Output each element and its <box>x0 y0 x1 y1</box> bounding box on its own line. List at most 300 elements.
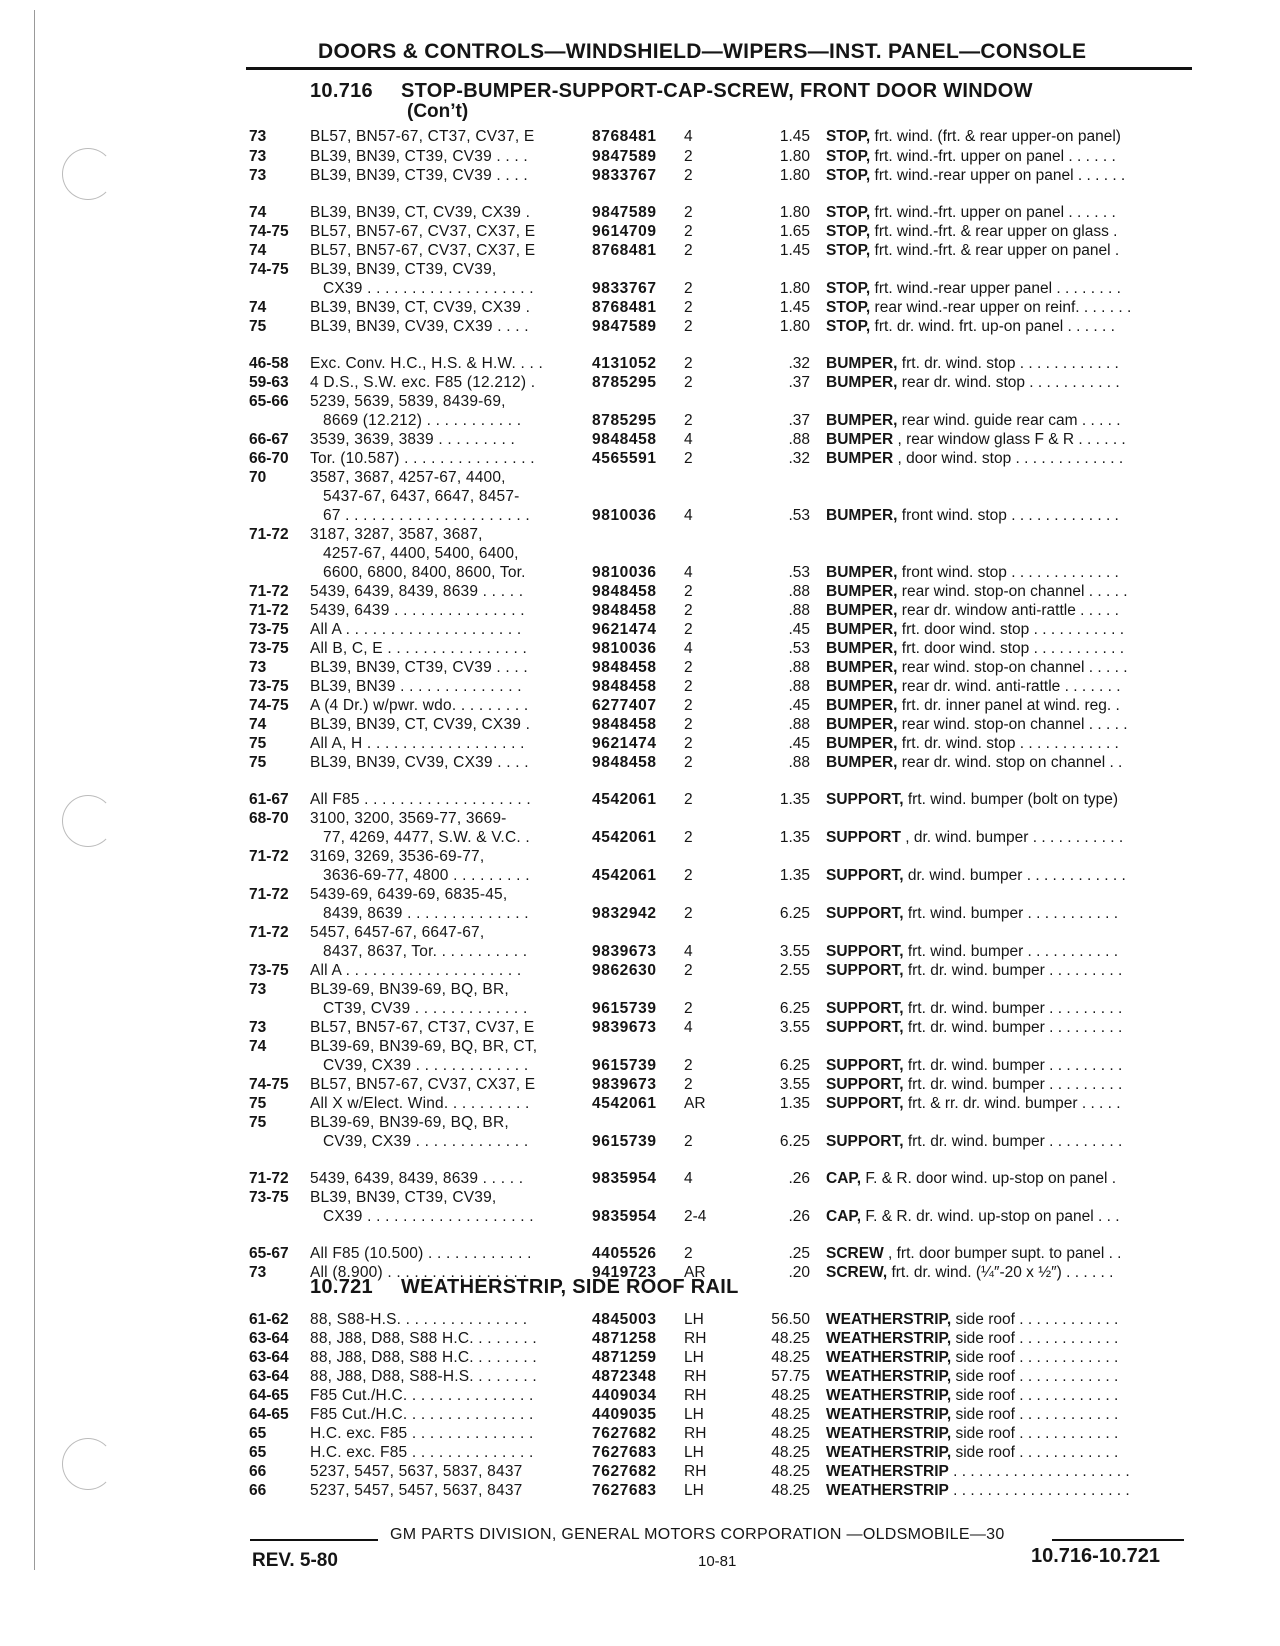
table-row <box>0 450 1280 468</box>
quantity: 2 <box>684 754 693 771</box>
quantity: LH <box>684 1349 704 1366</box>
description-type: SCREW, <box>826 1264 888 1281</box>
price: 3.55 <box>779 1076 810 1093</box>
table-row <box>0 1133 1280 1151</box>
price: .32 <box>788 355 810 372</box>
quantity: 4 <box>684 943 693 960</box>
quantity: 2 <box>684 697 693 714</box>
quantity: LH <box>684 1311 704 1328</box>
table-row <box>0 943 1280 961</box>
model-year: 73 <box>249 1264 267 1281</box>
description <box>826 659 1186 677</box>
model-year: 61-62 <box>249 1311 289 1328</box>
price: 1.80 <box>779 318 810 335</box>
model-year: 73 <box>249 659 267 676</box>
application: 8439, 8639 . . . . . . . . . . . . . . <box>323 905 529 922</box>
application: All A . . . . . . . . . . . . . . . . . . . . <box>310 962 522 979</box>
model-year: 63-64 <box>249 1368 289 1385</box>
quantity: 2-4 <box>684 1208 707 1225</box>
application: 67 . . . . . . . . . . . . . . . . . . . . . <box>323 507 530 524</box>
price: 1.35 <box>779 1095 810 1112</box>
table-row <box>0 318 1280 336</box>
price: 1.45 <box>779 299 810 316</box>
price: 48.25 <box>771 1482 810 1499</box>
model-year: 74-75 <box>249 1076 289 1093</box>
part-number: 9847589 <box>592 148 657 165</box>
application: 4 D.S., S.W. exc. F85 (12.212) . <box>310 374 536 391</box>
model-year: 64-65 <box>249 1406 289 1423</box>
description-type: WEATHERSTRIP, <box>826 1368 952 1385</box>
description <box>826 1349 1186 1367</box>
description-text: F. & R. dr. wind. up-stop on panel . . . <box>861 1208 1120 1225</box>
quantity: 2 <box>684 602 693 619</box>
part-number: 9810036 <box>592 507 657 524</box>
description-type: STOP, <box>826 318 871 335</box>
section-title: STOP-BUMPER-SUPPORT-CAP-SCREW, FRONT DOOR WINDOW <box>400 80 1033 102</box>
description-text: frt. wind. bumper . . . . . . . . . . . <box>903 905 1118 922</box>
price: .45 <box>788 697 810 714</box>
part-number: 4542061 <box>592 791 657 808</box>
table-row <box>0 1000 1280 1018</box>
description-text: frt. dr. wind. bumper . . . . . . . . . <box>903 1076 1123 1093</box>
application: CV39, CX39 . . . . . . . . . . . . . <box>323 1133 529 1150</box>
description <box>826 374 1186 392</box>
price: 1.80 <box>779 167 810 184</box>
part-number: 7627682 <box>592 1463 657 1480</box>
section-number: 10.721 <box>310 1276 373 1298</box>
description-type: SUPPORT, <box>826 943 904 960</box>
table-row <box>0 355 1280 373</box>
description-text: F. & R. door wind. up-stop on panel . <box>861 1170 1117 1187</box>
description-text: front wind. stop . . . . . . . . . . . . . <box>897 507 1119 524</box>
description-text: rear wind.-rear upper on reinf. . . . . . . <box>870 299 1132 316</box>
price: 1.45 <box>779 128 810 145</box>
description <box>826 1057 1186 1075</box>
section-heading-10716 <box>310 80 1033 103</box>
part-number: 4409035 <box>592 1406 657 1423</box>
price: 1.80 <box>779 148 810 165</box>
application: 5457, 6457-67, 6647-67, <box>310 924 485 941</box>
price: 48.25 <box>771 1463 810 1480</box>
part-number: 4871259 <box>592 1349 657 1366</box>
description-text: frt. dr. wind. frt. up-on panel . . . . . . <box>870 318 1115 335</box>
description <box>826 962 1186 980</box>
price: 6.25 <box>779 905 810 922</box>
part-number: 9419723 <box>592 1264 657 1281</box>
description-text: frt. wind. (frt. & rear upper-on panel) <box>870 128 1121 145</box>
application: H.C. exc. F85 . . . . . . . . . . . . . . <box>310 1425 534 1442</box>
description-text: rear wind. stop-on channel . . . . . <box>897 659 1128 676</box>
footer-revision: REV. 5-80 <box>252 1550 338 1571</box>
price: .53 <box>788 640 810 657</box>
description-text: frt. dr. inner panel at wind. reg. . <box>897 697 1120 714</box>
price: 1.80 <box>779 280 810 297</box>
part-number: 9847589 <box>592 318 657 335</box>
model-year: 65 <box>249 1425 267 1442</box>
table-row <box>0 1387 1280 1405</box>
model-year: 66 <box>249 1482 267 1499</box>
quantity: 4 <box>684 1019 693 1036</box>
table-row <box>0 299 1280 317</box>
description-type: SUPPORT, <box>826 1076 904 1093</box>
model-year: 73 <box>249 167 267 184</box>
application: 88, J88, D88, S88 H.C. . . . . . . . <box>310 1330 537 1347</box>
price: 48.25 <box>771 1387 810 1404</box>
price: .26 <box>788 1208 810 1225</box>
section-heading-10721 <box>310 1276 739 1299</box>
quantity: 2 <box>684 355 693 372</box>
application: 5439, 6439, 8439, 8639 . . . . . <box>310 1170 524 1187</box>
description-type: BUMPER, <box>826 754 898 771</box>
table-row <box>0 1189 1280 1207</box>
application: All B, C, E . . . . . . . . . . . . . . . . <box>310 640 528 657</box>
description-text: rear dr. wind. anti-rattle . . . . . . . <box>897 678 1121 695</box>
table-row <box>0 1095 1280 1113</box>
description-text: side roof . . . . . . . . . . . . <box>951 1349 1119 1366</box>
description-text: frt. wind.-frt. upper on panel . . . . . . <box>870 148 1116 165</box>
model-year: 73 <box>249 148 267 165</box>
description-type: SUPPORT, <box>826 1095 904 1112</box>
description <box>826 1208 1186 1226</box>
table-row <box>0 886 1280 904</box>
table-row <box>0 1482 1280 1500</box>
model-year: 71-72 <box>249 848 289 865</box>
part-number: 9833767 <box>592 167 657 184</box>
model-year: 66 <box>249 1463 267 1480</box>
part-number: 9835954 <box>592 1170 657 1187</box>
description-type: SUPPORT, <box>826 1133 904 1150</box>
table-row <box>0 716 1280 734</box>
table-row <box>0 1208 1280 1226</box>
quantity: 2 <box>684 583 693 600</box>
table-row <box>0 280 1280 298</box>
footer-publisher: GM PARTS DIVISION, GENERAL MOTORS CORPORATION —OLDSMOBILE—30 <box>390 1526 1005 1543</box>
quantity: 2 <box>684 791 693 808</box>
part-number: 9839673 <box>592 943 657 960</box>
part-number: 7627683 <box>592 1444 657 1461</box>
description-text: frt. wind.-rear upper on panel . . . . . . <box>870 167 1126 184</box>
model-year: 65-66 <box>249 393 289 410</box>
quantity: 2 <box>684 1133 693 1150</box>
part-number: 9835954 <box>592 1208 657 1225</box>
part-number: 4542061 <box>592 867 657 884</box>
quantity: 2 <box>684 204 693 221</box>
price: 2.55 <box>779 962 810 979</box>
description <box>826 1264 1186 1282</box>
table-row <box>0 640 1280 658</box>
application: 5239, 5639, 5839, 8439-69, <box>310 393 506 410</box>
application: BL39, BN39, CV39, CX39 . . . . <box>310 754 529 771</box>
model-year: 73-75 <box>249 621 289 638</box>
description <box>826 1170 1186 1188</box>
price: .88 <box>788 716 810 733</box>
part-number: 9615739 <box>592 1057 657 1074</box>
application: 3187, 3287, 3587, 3687, <box>310 526 483 543</box>
part-number: 4542061 <box>592 1095 657 1112</box>
description-type: SUPPORT, <box>826 962 904 979</box>
table-row <box>0 507 1280 525</box>
section-title: WEATHERSTRIP, SIDE ROOF RAIL <box>400 1276 739 1298</box>
description <box>826 1311 1186 1329</box>
application: F85 Cut./H.C. . . . . . . . . . . . . . . <box>310 1387 534 1404</box>
description-text: rear dr. wind. stop on channel . . <box>897 754 1123 771</box>
application: 5237, 5457, 5637, 5837, 8437 <box>310 1463 523 1480</box>
description-type: BUMPER, <box>826 659 898 676</box>
price: .88 <box>788 431 810 448</box>
price: 1.35 <box>779 867 810 884</box>
quantity: 2 <box>684 1057 693 1074</box>
description <box>826 1330 1186 1348</box>
model-year: 74 <box>249 299 267 316</box>
table-row <box>0 167 1280 185</box>
application: 3539, 3639, 3839 . . . . . . . . . <box>310 431 515 448</box>
table-row <box>0 1330 1280 1348</box>
description-text: side roof . . . . . . . . . . . . <box>951 1330 1119 1347</box>
model-year: 59-63 <box>249 374 289 391</box>
model-year: 71-72 <box>249 526 289 543</box>
quantity: 4 <box>684 564 693 581</box>
section-continued-label: (Con’t) <box>407 101 469 122</box>
application: Tor. (10.587) . . . . . . . . . . . . . . . <box>310 450 535 467</box>
price: 1.65 <box>779 223 810 240</box>
table-row <box>0 128 1280 146</box>
description-text: frt. dr. wind. (¼″-20 x ½″) . . . . . . <box>887 1264 1114 1281</box>
model-year: 75 <box>249 318 267 335</box>
description-type: BUMPER <box>826 450 894 467</box>
part-number: 9848458 <box>592 716 657 733</box>
model-year: 71-72 <box>249 583 289 600</box>
description <box>826 1482 1186 1500</box>
quantity: 2 <box>684 450 693 467</box>
description <box>826 1463 1186 1481</box>
quantity: 2 <box>684 716 693 733</box>
description-type: BUMPER, <box>826 716 898 733</box>
description-text: front wind. stop . . . . . . . . . . . . . <box>897 564 1119 581</box>
application: A (4 Dr.) w/pwr. wdo. . . . . . . . . <box>310 697 529 714</box>
description <box>826 1245 1186 1263</box>
description-type: BUMPER, <box>826 412 898 429</box>
price: 6.25 <box>779 1000 810 1017</box>
table-row <box>0 242 1280 260</box>
description <box>826 791 1186 809</box>
part-number: 8768481 <box>592 128 657 145</box>
part-number: 9839673 <box>592 1076 657 1093</box>
description-text: dr. wind. bumper . . . . . . . . . . . . <box>903 867 1126 884</box>
description-text: frt. dr. wind. bumper . . . . . . . . . <box>903 1019 1123 1036</box>
part-number: 9621474 <box>592 621 657 638</box>
part-number: 9848458 <box>592 678 657 695</box>
description <box>826 621 1186 639</box>
model-year: 46-58 <box>249 355 289 372</box>
table-row <box>0 1311 1280 1329</box>
price: 48.25 <box>771 1406 810 1423</box>
description <box>826 1076 1186 1094</box>
price: 48.25 <box>771 1425 810 1442</box>
application: 8669 (12.212) . . . . . . . . . . . <box>323 412 522 429</box>
model-year: 75 <box>249 754 267 771</box>
description-type: BUMPER, <box>826 735 898 752</box>
quantity: 4 <box>684 431 693 448</box>
table-row <box>0 1038 1280 1056</box>
table-row <box>0 1076 1280 1094</box>
price: 3.55 <box>779 1019 810 1036</box>
table-row <box>0 1170 1280 1188</box>
table-row <box>0 678 1280 696</box>
description-type: WEATHERSTRIP, <box>826 1387 952 1404</box>
description-text: side roof . . . . . . . . . . . . <box>951 1406 1119 1423</box>
part-number: 9847589 <box>592 204 657 221</box>
description-text: side roof . . . . . . . . . . . . <box>951 1444 1119 1461</box>
application: BL39-69, BN39-69, BQ, BR, <box>310 1114 509 1131</box>
part-number: 4405526 <box>592 1245 657 1262</box>
description-type: STOP, <box>826 242 871 259</box>
application: BL57, BN57-67, CV37, CX37, E <box>310 242 536 259</box>
model-year: 75 <box>249 735 267 752</box>
description-type: BUMPER, <box>826 583 898 600</box>
table-row <box>0 1425 1280 1443</box>
table-row <box>0 431 1280 449</box>
price: .37 <box>788 374 810 391</box>
description-text: frt. dr. wind. bumper . . . . . . . . . <box>903 1000 1123 1017</box>
description-type: BUMPER, <box>826 564 898 581</box>
description-type: SUPPORT, <box>826 1057 904 1074</box>
price: 57.75 <box>771 1368 810 1385</box>
application: CX39 . . . . . . . . . . . . . . . . . . . <box>323 1208 534 1225</box>
application: BL57, BN57-67, CT37, CV37, E <box>310 1019 535 1036</box>
description-text: . . . . . . . . . . . . . . . . . . . . . <box>948 1482 1130 1499</box>
description-type: SCREW <box>826 1245 884 1262</box>
part-number: 4845003 <box>592 1311 657 1328</box>
description-type: SUPPORT, <box>826 791 904 808</box>
description-type: CAP, <box>826 1208 862 1225</box>
part-number: 7627682 <box>592 1425 657 1442</box>
application: 88, S88-H.S. . . . . . . . . . . . . . . <box>310 1311 528 1328</box>
part-number: 8768481 <box>592 242 657 259</box>
table-row <box>0 905 1280 923</box>
part-number: 9848458 <box>592 754 657 771</box>
model-year: 74-75 <box>249 261 289 278</box>
description-type: BUMPER <box>826 431 894 448</box>
price: .26 <box>788 1170 810 1187</box>
description <box>826 507 1186 525</box>
part-number: 8768481 <box>592 299 657 316</box>
model-year: 65 <box>249 1444 267 1461</box>
application: 3587, 3687, 4257-67, 4400, <box>310 469 506 486</box>
application: BL39, BN39, CT, CV39, CX39 . <box>310 204 531 221</box>
description-text: side roof . . . . . . . . . . . . <box>951 1387 1119 1404</box>
table-row <box>0 867 1280 885</box>
description <box>826 1368 1186 1386</box>
table-row <box>0 412 1280 430</box>
model-year: 61-67 <box>249 791 289 808</box>
quantity: 2 <box>684 1000 693 1017</box>
table-row <box>0 1368 1280 1386</box>
description <box>826 431 1186 449</box>
header-rule <box>246 67 1192 70</box>
description-text: , dr. wind. bumper . . . . . . . . . . . <box>900 829 1124 846</box>
part-number: 9614709 <box>592 223 657 240</box>
description-text: frt. dr. wind. bumper . . . . . . . . . <box>903 1133 1123 1150</box>
quantity: 2 <box>684 659 693 676</box>
table-row <box>0 1114 1280 1132</box>
application: BL39, BN39, CT39, CV39 . . . . <box>310 659 528 676</box>
description <box>826 867 1186 885</box>
model-year: 66-67 <box>249 431 289 448</box>
table-row <box>0 1245 1280 1263</box>
table-row <box>0 981 1280 999</box>
description-type: STOP, <box>826 148 871 165</box>
description-text: frt. wind.-frt. & rear upper on glass . <box>870 223 1118 240</box>
part-number: 9848458 <box>592 431 657 448</box>
table-row <box>0 583 1280 601</box>
quantity: 2 <box>684 1245 693 1262</box>
application: BL57, BN57-67, CT37, CV37, E <box>310 128 535 145</box>
application: 4257-67, 4400, 5400, 6400, <box>323 545 519 562</box>
model-year: 73-75 <box>249 962 289 979</box>
description-text: frt. dr. wind. stop . . . . . . . . . . . . <box>897 355 1119 372</box>
part-number: 4131052 <box>592 355 657 372</box>
part-number: 8785295 <box>592 412 657 429</box>
model-year: 64-65 <box>249 1387 289 1404</box>
description-text: rear wind. guide rear cam . . . . . <box>897 412 1121 429</box>
price: .37 <box>788 412 810 429</box>
description <box>826 318 1186 336</box>
part-number: 9839673 <box>592 1019 657 1036</box>
description <box>826 716 1186 734</box>
description <box>826 943 1186 961</box>
description-text: . . . . . . . . . . . . . . . . . . . . . <box>948 1463 1130 1480</box>
description <box>826 128 1186 146</box>
application: All (8.900) . . . . . . . . . . . . . . . . <box>310 1264 528 1281</box>
description-text: frt. wind.-frt. upper on panel . . . . . . <box>870 204 1116 221</box>
model-year: 66-70 <box>249 450 289 467</box>
part-number: 9862630 <box>592 962 657 979</box>
part-number: 9848458 <box>592 659 657 676</box>
description-text: frt. wind.-frt. & rear upper on panel . <box>870 242 1120 259</box>
price: .88 <box>788 602 810 619</box>
table-row <box>0 1057 1280 1075</box>
description-text: frt. wind. bumper . . . . . . . . . . . <box>903 943 1118 960</box>
price: .88 <box>788 754 810 771</box>
description <box>826 1387 1186 1405</box>
price: .88 <box>788 678 810 695</box>
table-row <box>0 924 1280 942</box>
part-number: 4871258 <box>592 1330 657 1347</box>
description-type: STOP, <box>826 167 871 184</box>
part-number: 9848458 <box>592 602 657 619</box>
description-type: WEATHERSTRIP <box>826 1482 949 1499</box>
part-number: 4565591 <box>592 450 657 467</box>
description-type: SUPPORT, <box>826 1019 904 1036</box>
model-year: 71-72 <box>249 1170 289 1187</box>
quantity: 2 <box>684 1076 693 1093</box>
table-row <box>0 223 1280 241</box>
description-type: BUMPER, <box>826 602 898 619</box>
description <box>826 450 1186 468</box>
description <box>826 583 1186 601</box>
quantity: 4 <box>684 128 693 145</box>
description <box>826 1133 1186 1151</box>
description <box>826 204 1186 222</box>
description-text: rear dr. window anti-rattle . . . . . <box>897 602 1119 619</box>
quantity: 2 <box>684 905 693 922</box>
description-type: STOP, <box>826 128 871 145</box>
table-row <box>0 1349 1280 1367</box>
description <box>826 602 1186 620</box>
application: All X w/Elect. Wind. . . . . . . . . . <box>310 1095 530 1112</box>
part-number: 9832942 <box>592 905 657 922</box>
application: BL57, BN57-67, CV37, CX37, E <box>310 1076 536 1093</box>
